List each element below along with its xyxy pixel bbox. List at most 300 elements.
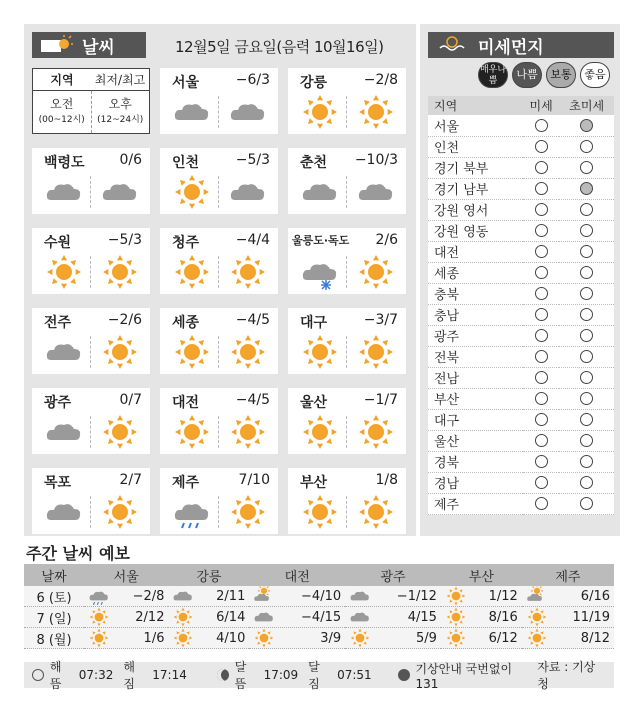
weekly-cell <box>522 628 614 649</box>
pm25-status-icon <box>580 413 593 426</box>
divider <box>346 96 347 128</box>
city-cell <box>160 228 278 294</box>
pm10-cell <box>523 262 559 283</box>
sun-icon <box>300 94 340 130</box>
legend-minmax: 최저/최고 <box>94 73 146 87</box>
dust-region: 광주 <box>428 325 523 346</box>
pm10-cell <box>523 115 559 136</box>
pm25-cell <box>559 493 614 514</box>
dust-row <box>428 220 614 241</box>
city-cell <box>160 68 278 134</box>
pm10-status-icon <box>535 287 548 300</box>
pm25-status-icon <box>580 476 593 489</box>
city-cell <box>160 388 278 454</box>
dust-col-pm25: 초미세 <box>559 96 614 115</box>
pm10-cell <box>523 220 559 241</box>
city-temp: −10/3 <box>354 152 398 168</box>
pm25-cell <box>559 409 614 430</box>
weather-title: 날씨 <box>82 37 115 58</box>
sun-icon <box>228 334 268 370</box>
city-cell <box>32 388 150 454</box>
legend-pm-sub: (12~24시) <box>97 115 144 125</box>
city-name: 대전 <box>172 395 200 411</box>
pm25-status-icon <box>580 434 593 447</box>
pm25-cell <box>559 199 614 220</box>
pm25-status-icon <box>580 161 593 174</box>
pm10-cell <box>523 157 559 178</box>
cloud-icon <box>356 174 396 210</box>
dust-region: 인천 <box>428 136 523 157</box>
weekly-temp: 2/11 <box>216 588 246 604</box>
pm10-status-icon <box>535 140 548 153</box>
sun-icon <box>356 254 396 290</box>
city-name: 인천 <box>172 155 200 171</box>
pm10-status-icon <box>535 455 548 468</box>
pm10-status-icon <box>535 476 548 489</box>
pm10-cell <box>523 472 559 493</box>
sun-icon <box>100 494 140 530</box>
weekly-temp: 11/19 <box>572 609 610 625</box>
weekly-temp: 6/16 <box>580 588 610 604</box>
pm10-status-icon <box>535 119 548 132</box>
pm10-cell <box>523 346 559 367</box>
city-cell <box>288 308 406 374</box>
dust-legend-item: 매우나쁨 <box>478 62 508 88</box>
divider <box>218 416 219 448</box>
sun-icon <box>172 607 194 627</box>
info-text: 기상안내 국번없이 131 <box>415 661 513 691</box>
weekly-temp: −4/15 <box>301 609 342 625</box>
pm25-status-icon <box>580 203 593 216</box>
city-temp: 0/7 <box>119 392 142 408</box>
divider <box>90 256 91 288</box>
city-cell <box>160 148 278 214</box>
pm10-cell <box>523 199 559 220</box>
weekly-temp: 6/12 <box>488 630 518 646</box>
pm10-status-icon <box>535 497 548 510</box>
dust-region: 경남 <box>428 472 523 493</box>
dust-region: 강원 영서 <box>428 199 523 220</box>
pm25-status-icon <box>580 392 593 405</box>
dust-row <box>428 367 614 388</box>
weekly-date: 8 (월) <box>24 628 84 649</box>
pm10-status-icon <box>535 392 548 405</box>
pm25-status-icon <box>580 308 593 321</box>
city-name: 백령도 <box>44 155 85 171</box>
pm25-cell <box>559 241 614 262</box>
city-name: 울산 <box>300 395 328 411</box>
sunset-time: 17:14 <box>152 668 187 682</box>
dust-region: 서울 <box>428 115 523 136</box>
pm25-cell <box>559 283 614 304</box>
weekly-cell <box>345 586 441 607</box>
city-cell <box>32 228 150 294</box>
city-name: 세종 <box>172 315 200 331</box>
city-name: 서울 <box>172 75 200 91</box>
weekly-city-header: 부산 <box>441 564 522 586</box>
city-temp: −1/7 <box>363 392 398 408</box>
pm25-status-icon <box>580 371 593 384</box>
divider <box>218 496 219 528</box>
divider <box>346 336 347 368</box>
weekly-city-header: 서울 <box>84 564 168 586</box>
legend-pm: 오후 <box>108 97 132 111</box>
pm25-status-icon <box>580 287 593 300</box>
divider <box>346 256 347 288</box>
pm25-cell <box>559 367 614 388</box>
sun-icon <box>228 254 268 290</box>
weekly-cell <box>441 607 522 628</box>
dust-row <box>428 115 614 136</box>
pm10-cell <box>523 241 559 262</box>
city-temp: −3/7 <box>363 312 398 328</box>
moonset-time: 07:51 <box>337 668 372 682</box>
sun-icon <box>32 669 44 681</box>
sun-icon <box>100 414 140 450</box>
pm25-cell <box>559 451 614 472</box>
city-name: 대구 <box>300 315 328 331</box>
divider <box>90 416 91 448</box>
city-temp: −5/3 <box>107 232 142 248</box>
divider <box>218 176 219 208</box>
weekly-cell <box>249 607 345 628</box>
sun-icon <box>300 334 340 370</box>
sun-icon <box>100 334 140 370</box>
pm25-cell <box>559 262 614 283</box>
dust-row <box>428 346 614 367</box>
weekly-city-header: 대전 <box>249 564 345 586</box>
city-temp: −6/3 <box>235 72 270 88</box>
weekly-date-header: 날짜 <box>24 564 84 586</box>
divider <box>90 496 91 528</box>
pm25-status-icon <box>580 266 593 279</box>
pm25-status-icon <box>580 224 593 237</box>
divider <box>346 416 347 448</box>
pm25-status-icon <box>580 119 593 132</box>
city-temp: −4/5 <box>235 392 270 408</box>
weekly-temp: 1/6 <box>143 630 165 646</box>
weekly-row <box>24 628 614 649</box>
weekly-cell <box>249 586 345 607</box>
sun-icon <box>88 607 110 627</box>
weekly-temp: 3/9 <box>320 630 342 646</box>
city-cell <box>32 308 150 374</box>
city-temp: −5/3 <box>235 152 270 168</box>
weekly-date: 7 (일) <box>24 607 84 628</box>
sun-icon <box>228 494 268 530</box>
cloud-icon <box>44 174 84 210</box>
sun-icon <box>349 628 371 648</box>
weekly-city-header: 강릉 <box>168 564 249 586</box>
pm25-status-icon <box>580 455 593 468</box>
legend-am-sub: (00~12시) <box>38 115 85 125</box>
weekly-city-header: 제주 <box>522 564 614 586</box>
city-name: 부산 <box>300 475 328 491</box>
pm10-status-icon <box>535 329 548 342</box>
weekly-temp: 8/16 <box>488 609 518 625</box>
weekly-temp: 4/15 <box>407 609 437 625</box>
dust-row <box>428 241 614 262</box>
pm25-cell <box>559 220 614 241</box>
sun-icon <box>526 628 548 648</box>
city-cell <box>288 68 406 134</box>
city-temp: 2/6 <box>375 232 398 248</box>
pm10-cell <box>523 178 559 199</box>
dust-legend-item: 보통 <box>546 62 576 88</box>
sun-icon <box>445 628 467 648</box>
weekly-temp: 1/12 <box>488 588 518 604</box>
sun-icon <box>172 174 212 210</box>
pm25-cell <box>559 115 614 136</box>
weekly-temp: 5/9 <box>415 630 437 646</box>
sunrise-time: 07:32 <box>78 668 114 682</box>
dust-region: 세종 <box>428 262 523 283</box>
city-name: 수원 <box>44 235 72 251</box>
city-temp: 0/6 <box>119 152 142 168</box>
weekly-title: 주간 날씨 예보 <box>26 544 130 563</box>
sun-icon <box>300 414 340 450</box>
pm10-status-icon <box>535 182 548 195</box>
weekly-temp: 4/10 <box>216 630 246 646</box>
pm25-cell <box>559 472 614 493</box>
dust-region: 강원 영동 <box>428 220 523 241</box>
footer <box>24 660 614 691</box>
sunrise-label: 해뜸 <box>49 660 62 691</box>
source-text: 자료 : 기상청 <box>537 660 596 691</box>
date-title: 12월5일 금요일(음력 10월16일) <box>175 38 384 56</box>
sun-icon <box>172 254 212 290</box>
sun-icon <box>100 254 140 290</box>
suncloud-icon <box>526 586 548 606</box>
dust-table <box>428 96 614 515</box>
weekly-cell <box>345 628 441 649</box>
pm10-status-icon <box>535 161 548 174</box>
dust-col-pm10: 미세 <box>523 96 559 115</box>
moonrise-time: 17:09 <box>263 668 299 682</box>
weekly-cell <box>168 628 249 649</box>
weekly-city-header: 광주 <box>345 564 441 586</box>
cloud-icon <box>300 174 340 210</box>
city-temp: −2/6 <box>107 312 142 328</box>
pm10-cell <box>523 283 559 304</box>
weekly-temp: 8/12 <box>580 630 610 646</box>
city-temp: −4/4 <box>235 232 270 248</box>
sun-icon <box>526 607 548 627</box>
pm25-status-icon <box>580 182 593 195</box>
weekly-date: 6 (토) <box>24 586 84 607</box>
city-cell <box>288 228 406 294</box>
sun-icon <box>356 334 396 370</box>
pm10-cell <box>523 367 559 388</box>
dust-row <box>428 136 614 157</box>
weekly-row <box>24 586 614 607</box>
sun-icon <box>356 414 396 450</box>
dust-region: 충남 <box>428 304 523 325</box>
pm10-cell <box>523 451 559 472</box>
city-name: 강릉 <box>300 75 328 91</box>
phone-icon <box>398 669 410 681</box>
weekly-cell <box>84 607 168 628</box>
pm10-cell <box>523 409 559 430</box>
cloud-icon <box>228 174 268 210</box>
city-temp: 1/8 <box>375 472 398 488</box>
city-cell <box>288 468 406 534</box>
dust-row <box>428 199 614 220</box>
pm10-status-icon <box>535 350 548 363</box>
weekly-cell <box>345 607 441 628</box>
dust-row <box>428 325 614 346</box>
dust-row <box>428 493 614 514</box>
city-cell <box>32 468 150 534</box>
city-name: 춘천 <box>300 155 328 171</box>
cloud-icon <box>253 607 275 627</box>
city-name: 청주 <box>172 235 200 251</box>
cloud-icon <box>100 174 140 210</box>
city-name: 전주 <box>44 315 72 331</box>
pm25-status-icon <box>580 350 593 363</box>
snow-icon <box>300 254 340 290</box>
city-temp: −2/8 <box>363 72 398 88</box>
dust-header <box>428 32 614 58</box>
cloud-icon <box>228 94 268 130</box>
weekly-temp: 6/14 <box>216 609 246 625</box>
pm10-cell <box>523 304 559 325</box>
dust-region: 울산 <box>428 430 523 451</box>
city-temp: 7/10 <box>238 472 270 488</box>
pm25-cell <box>559 157 614 178</box>
dust-row <box>428 283 614 304</box>
pm10-cell <box>523 325 559 346</box>
dust-region: 제주 <box>428 493 523 514</box>
pm25-cell <box>559 388 614 409</box>
divider <box>90 336 91 368</box>
pm25-status-icon <box>580 497 593 510</box>
divider <box>218 256 219 288</box>
pm25-cell <box>559 325 614 346</box>
legend-am: 오전 <box>50 97 74 111</box>
sun-icon <box>253 628 275 648</box>
dust-row <box>428 178 614 199</box>
dust-region: 대구 <box>428 409 523 430</box>
sun-icon <box>445 586 467 606</box>
pm10-cell <box>523 493 559 514</box>
divider <box>346 176 347 208</box>
dust-region: 경기 북부 <box>428 157 523 178</box>
sun-icon <box>44 254 84 290</box>
pm25-cell <box>559 178 614 199</box>
pm10-status-icon <box>535 371 548 384</box>
pm10-status-icon <box>535 413 548 426</box>
rain-icon <box>88 586 110 606</box>
city-cell <box>160 468 278 534</box>
sun-icon <box>445 607 467 627</box>
weekly-table <box>24 564 614 649</box>
weekly-cell <box>441 586 522 607</box>
divider <box>218 336 219 368</box>
sunset-label: 해짐 <box>123 660 135 691</box>
pm10-status-icon <box>535 245 548 258</box>
sun-icon <box>300 494 340 530</box>
cloud-icon <box>349 586 371 606</box>
city-cell <box>288 388 406 454</box>
pm25-cell <box>559 430 614 451</box>
pm25-status-icon <box>580 245 593 258</box>
dust-row <box>428 451 614 472</box>
legend-box <box>32 68 150 134</box>
dust-row <box>428 388 614 409</box>
weekly-temp: −2/8 <box>132 588 165 604</box>
pm10-cell <box>523 430 559 451</box>
city-cell <box>160 308 278 374</box>
city-name: 제주 <box>172 475 200 491</box>
sun-icon <box>172 628 194 648</box>
pm10-status-icon <box>535 203 548 216</box>
dust-row <box>428 304 614 325</box>
city-name: 광주 <box>44 395 72 411</box>
weekly-cell <box>168 586 249 607</box>
weekly-cell <box>168 607 249 628</box>
dust-region: 경북 <box>428 451 523 472</box>
city-name: 울릉도·독도 <box>292 234 350 247</box>
moon-icon <box>217 669 229 681</box>
dust-row <box>428 430 614 451</box>
moonset-label: 달짐 <box>308 660 320 691</box>
cloud-icon <box>44 334 84 370</box>
weekly-temp: −4/10 <box>301 588 342 604</box>
dust-logo-icon <box>438 36 468 54</box>
weekly-cell <box>84 628 168 649</box>
cloud-icon <box>44 414 84 450</box>
dust-legend-item: 나쁨 <box>512 62 542 88</box>
dust-row <box>428 472 614 493</box>
weekly-cell <box>522 586 614 607</box>
sun-icon <box>228 414 268 450</box>
cloud-icon <box>172 586 194 606</box>
pm10-status-icon <box>535 434 548 447</box>
dust-legend-item: 좋음 <box>580 62 610 88</box>
weekly-cell <box>522 607 614 628</box>
weather-logo-icon <box>40 35 74 55</box>
dust-region: 충북 <box>428 283 523 304</box>
weekly-cell <box>249 628 345 649</box>
dust-row <box>428 409 614 430</box>
pm10-cell <box>523 136 559 157</box>
divider <box>346 496 347 528</box>
sun-icon <box>172 414 212 450</box>
legend-region: 지역 <box>50 73 74 87</box>
cloud-icon <box>172 94 212 130</box>
dust-region: 대전 <box>428 241 523 262</box>
pm25-status-icon <box>580 329 593 342</box>
dust-region: 부산 <box>428 388 523 409</box>
city-name: 목포 <box>44 475 72 491</box>
weekly-temp: 2/12 <box>135 609 165 625</box>
divider <box>90 176 91 208</box>
sun-icon <box>172 334 212 370</box>
pm25-cell <box>559 136 614 157</box>
sun-icon <box>88 628 110 648</box>
weekly-cell <box>84 586 168 607</box>
rain-icon <box>172 494 212 530</box>
pm10-status-icon <box>535 266 548 279</box>
dust-region: 경기 남부 <box>428 178 523 199</box>
pm10-status-icon <box>535 308 548 321</box>
dust-row <box>428 262 614 283</box>
pm25-cell <box>559 346 614 367</box>
dust-title: 미세먼지 <box>478 37 544 58</box>
sun-icon <box>356 494 396 530</box>
city-cell <box>32 148 150 214</box>
